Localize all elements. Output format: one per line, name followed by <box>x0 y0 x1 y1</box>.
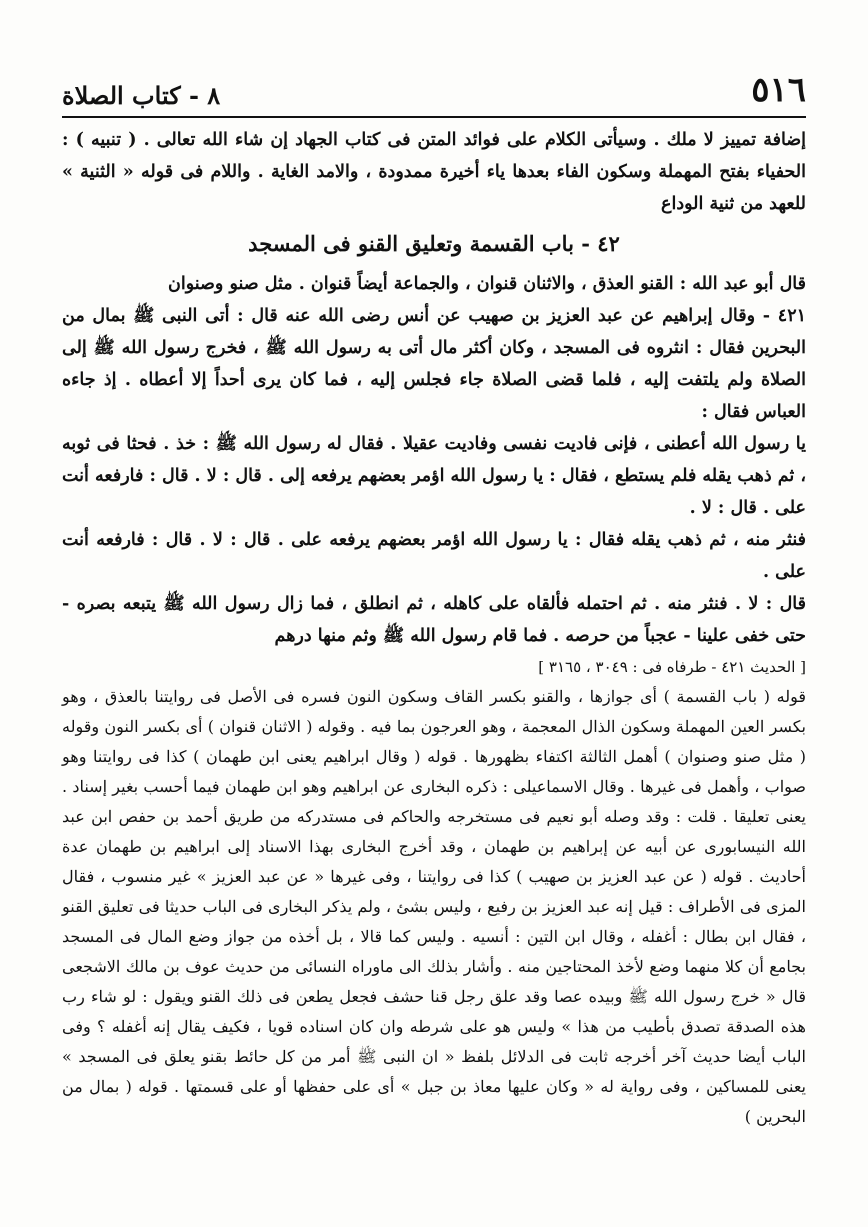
page-number: ٥١٦ <box>751 70 806 110</box>
commentary-text: قوله ( باب القسمة ) أى جوازها ، والقنو بكسر القاف وسكون النون فسره فى الأصل فى روايتنا بالعذق ، وهو بكسر العين المهملة وسكون الذال المعجمة ، وهو العرجون بما فيه . وقوله ( الاثنان قنوان ) أى بكسر النون وقوله ( مثل صنو وصنوان ) أهمل الثالثة اكتفاء بظهورها . قوله ( وقال ابراهيم يعنى ابن طهمان ) كذا فى روايتنا وهو صواب ، وأهمل فى غيرها . وقال الاسماعيلى : ذكره البخارى عن ابراهيم وهو ابن طهمان فيما أحسب بغير إسناد . يعنى تعليقا . قلت : وقد وصله أبو نعيم فى مستخرجه والحاكم فى مستدركه من طريق أحمد بن حفص ابن عبد الله النيسابورى عن أبيه عن إبراهيم بن طهمان ، وقد أخرج البخارى بهذا الاسناد إلى ابراهيم بن طهمان عدة أحاديث . قوله ( عن عبد العزيز بن صهيب ) كذا فى روايتنا ، وفى غيرها « عن عبد العزيز » غير منسوب ، فقال المزى فى الأطراف : قيل إنه عبد العزيز بن رفيع ، وليس بشئ ، ولم يذكر البخارى فى الباب حديثا فى تعليق القنو ، فقال ابن بطال : أغفله ، وقال ابن التين : أنسيه . وليس كما قالا ، بل أخذه من جواز وضع المال فى المسجد بجامع أن كلا منهما وضع لأخذ المحتاجين منه . وأشار بذلك الى ماوراه النسائى من حديث عوف بن مالك الاشجعى قال « خرج رسول الله ﷺ وبيده عصا وقد علق رجل قنا حشف فجعل يطعن فى ذلك القنو ويقول : لو شاء رب هذه الصدقة تصدق بأطيب من هذا » وليس هو على شرطه وان كان اسناده قويا ، فكيف يقال إنه أغفله ؟ وفى الباب أيضا حديث آخر أخرجه ثابت فى الدلائل بلفظ « ان النبى ﷺ أمر من كل حائط بقنو يعلق فى المسجد » يعنى للمساكين ، وفى رواية له « وكان عليها معاذ بن جبل » أى على حفظها أو على قسمتها . قوله ( بمال من البحرين ) <box>62 687 807 1126</box>
hadith-line: يا رسول الله أعطنى ، فإنى فاديت نفسى وفاديت عقيلا . فقال له رسول الله ﷺ : خذ . فحثا فى ثوبه ، ثم ذهب يقله فلم يستطع ، فقال : يا رسول الله اؤمر بعضهم يرفعه إلى . قال : لا . قال : فارفعه أنت على . قال : لا . <box>62 434 806 518</box>
top-note: إضافة تمييز لا ملك . وسيأتى الكلام على فوائد المتن فى كتاب الجهاد إن شاء الله تعالى . ( تنبيه ) : الحفياء بفتح المهملة وسكون الفاء بعدها ياء أخيرة ممدودة ، والامد الغاية . واللام فى قوله « الثنية » للعهد من ثنية الوداع <box>62 130 806 214</box>
intro-text: قال أبو عبد الله : القنو العذق ، والاثنان قنوان ، والجماعة أيضاً قنوان . مثل صنو وصنوان <box>168 274 806 294</box>
hadith-line: قال : لا . فنثر منه . ثم احتمله فألقاه على كاهله ، ثم انطلق ، فما زال رسول الله ﷺ يتبعه بصره - حتى خفى علينا - عجباً من حرصه . فما قام رسول الله ﷺ وثم منها درهم <box>62 594 806 646</box>
hadith-line: فنثر منه ، ثم ذهب يقله فقال : يا رسول الله اؤمر بعضهم يرفعه على . قال : لا . قال : فارفعه أنت على . <box>62 530 806 582</box>
hadith-line: ٤٢١ - وقال إبراهيم عن عبد العزيز بن صهيب عن أنس رضى الله عنه قال : أتى النبى ﷺ بمال من البحرين فقال : انثروه فى المسجد ، وكان أكثر مال أتى به رسول الله ﷺ ، فخرج رسول الله ﷺ إلى الصلاة ولم يلتفت إليه ، فلما قضى الصلاة جاء فجلس إليه ، فما كان يرى أحداً إلا أعطاه . إذ جاءه العباس فقال : <box>62 306 806 422</box>
hadith-reference: [ الحديث ٤٢١ - طرفاه فى : ٣٠٤٩ ، ٣١٦٥ ] <box>538 658 806 676</box>
chapter-title: ٨ - كتاب الصلاة <box>62 81 221 110</box>
header-rule <box>62 116 806 118</box>
hadith-text <box>62 300 806 652</box>
bab-title: ٤٢ - باب القسمة وتعليق القنو فى المسجد <box>248 231 620 256</box>
page-header <box>62 70 806 110</box>
